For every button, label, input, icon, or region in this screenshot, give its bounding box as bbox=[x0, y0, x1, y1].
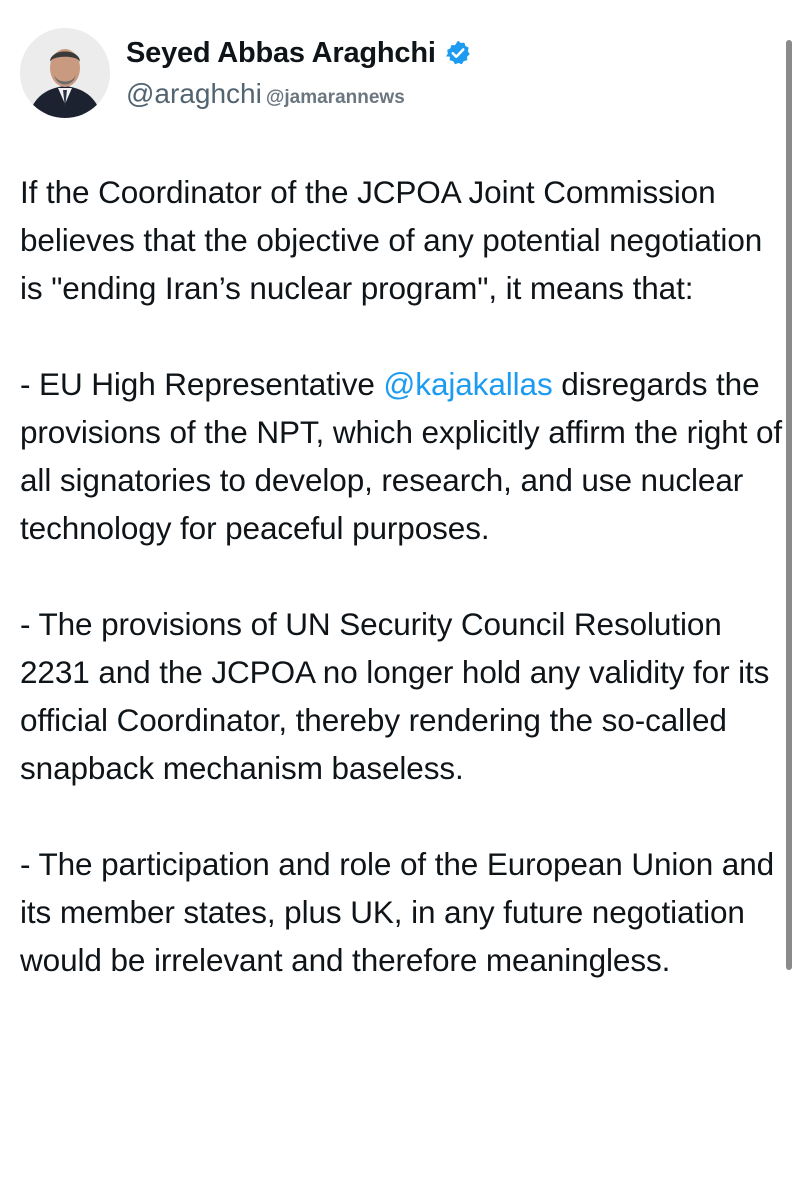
name-row bbox=[126, 37, 472, 70]
tweet-header bbox=[20, 28, 472, 118]
point1-after: disregards the provisions of the NPT, which explicitly affirm the right of all signatories to develop, research, and use nuclear technology for peaceful purposes. bbox=[20, 366, 783, 546]
tweet-text bbox=[20, 168, 790, 984]
author-names bbox=[126, 37, 472, 110]
avatar-portrait bbox=[20, 28, 110, 118]
scrollbar[interactable] bbox=[786, 40, 792, 970]
paragraph-gap bbox=[20, 312, 790, 360]
tweet-point-1 bbox=[20, 360, 790, 552]
verified-badge-icon bbox=[444, 39, 472, 67]
watermark: @jamarannews bbox=[265, 86, 405, 108]
mention-link[interactable]: @kajakallas bbox=[383, 366, 553, 402]
handle-row bbox=[126, 78, 472, 110]
tweet-point-3: - The participation and role of the European Union and its member states, plus UK, in any future negotiation would be irrelevant and therefore meaningless. bbox=[20, 846, 775, 978]
handle[interactable]: @araghchi bbox=[126, 77, 262, 109]
paragraph-gap bbox=[20, 552, 790, 600]
tweet-point-2: - The provisions of UN Security Council Resolution 2231 and the JCPOA no longer hold any validity for its official Coordinator, thereby rendering the so-called snapback mechanism baseless. bbox=[20, 606, 770, 786]
paragraph-gap bbox=[20, 792, 790, 840]
avatar[interactable] bbox=[20, 28, 110, 118]
tweet-intro: If the Coordinator of the JCPOA Joint Commission believes that the objective of any potential negotiation is "ending Iran’s nuclear program", it means that: bbox=[20, 174, 763, 306]
display-name[interactable]: Seyed Abbas Araghchi bbox=[126, 36, 436, 69]
point1-before: - EU High Representative bbox=[20, 366, 384, 402]
